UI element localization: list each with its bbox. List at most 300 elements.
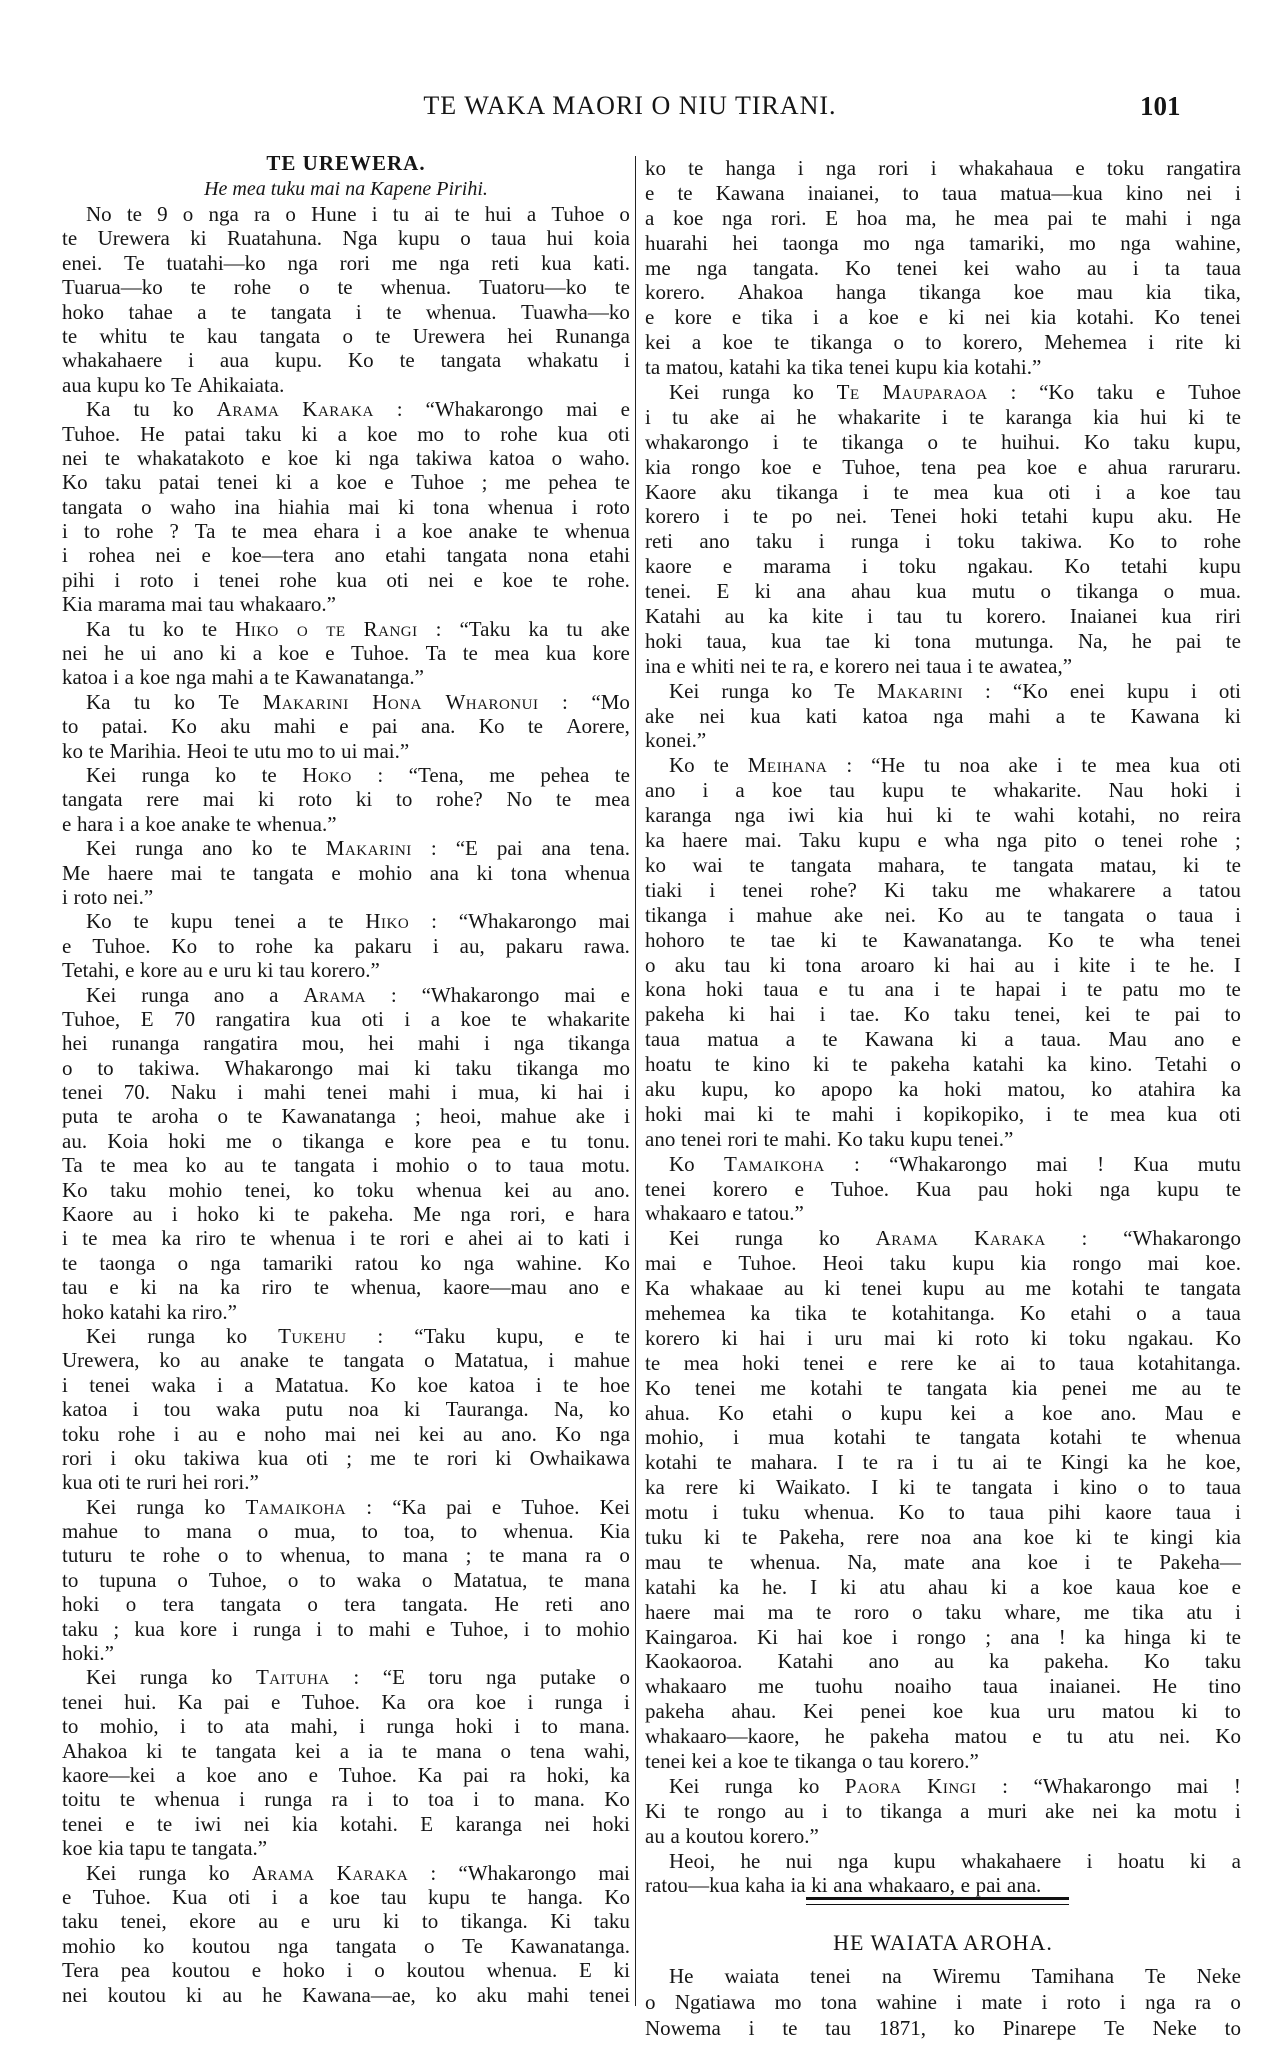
- text-line: [62, 324, 630, 348]
- word: hai: [797, 1624, 823, 1649]
- word: ke: [956, 1350, 977, 1375]
- word: mohio: [395, 1153, 450, 1178]
- word: pihi: [62, 567, 95, 592]
- word: atahira: [1138, 1076, 1196, 1101]
- word: Tuhoe,: [450, 1616, 509, 1641]
- word: hai: [769, 1002, 796, 1027]
- word: kino: [1125, 180, 1164, 205]
- word: te: [614, 1323, 630, 1348]
- word: nga: [825, 156, 857, 180]
- word: Katahi: [645, 604, 701, 629]
- word: i: [867, 604, 873, 629]
- word: e: [1032, 1724, 1042, 1749]
- word: na: [178, 1275, 199, 1300]
- word: rori: [62, 1445, 93, 1470]
- word: e: [384, 470, 394, 495]
- word: koe: [145, 811, 176, 836]
- word: i: [930, 156, 937, 180]
- word: a: [785, 1027, 796, 1052]
- word: te: [548, 1567, 564, 1592]
- word: Ko: [718, 1400, 744, 1425]
- text-line: [62, 1031, 630, 1055]
- word: etahi: [385, 543, 427, 568]
- word: mea: [262, 519, 298, 544]
- word: ki: [140, 1275, 157, 1300]
- text-line: [645, 1724, 1241, 1749]
- word: 70: [174, 1006, 196, 1031]
- word: :: [430, 836, 437, 861]
- word: ki: [414, 1055, 431, 1080]
- word: te: [1081, 753, 1097, 778]
- word: i: [925, 529, 932, 554]
- word: kei: [963, 255, 990, 280]
- word: nga: [463, 1250, 494, 1275]
- word: taua: [982, 1674, 1018, 1699]
- word: e: [1231, 1574, 1241, 1599]
- word: ki: [146, 1738, 163, 1763]
- word: hoki: [168, 1128, 206, 1153]
- word: Neke: [1196, 1964, 1241, 1988]
- word: e: [521, 1128, 531, 1153]
- word: i: [891, 1624, 898, 1649]
- word: nga: [208, 202, 239, 226]
- word: ki: [398, 494, 415, 519]
- word: Ko: [1154, 305, 1180, 330]
- word: runga: [724, 1773, 773, 1798]
- word: ;: [1235, 828, 1241, 853]
- word: kupu: [1198, 554, 1241, 579]
- word: te: [862, 1450, 878, 1475]
- word: te: [887, 1375, 903, 1400]
- word: aroha: [151, 1104, 199, 1129]
- word: o: [841, 1400, 852, 1425]
- word: wahi: [1013, 803, 1055, 828]
- word: kore: [140, 958, 178, 983]
- word: i: [217, 1372, 223, 1397]
- word: “Taku: [414, 1323, 466, 1348]
- text-line: [645, 1226, 1241, 1251]
- word: te: [978, 653, 994, 678]
- word: rohe: [117, 1421, 156, 1446]
- text-line: [62, 1763, 630, 1787]
- word: ka: [1085, 1624, 1105, 1649]
- word: te: [555, 787, 572, 812]
- word: i: [624, 1080, 630, 1105]
- word: te: [413, 1445, 429, 1470]
- word: mahue: [756, 902, 813, 927]
- word: Naku: [170, 1080, 217, 1105]
- word: reti: [491, 250, 520, 275]
- word: katahi: [109, 1299, 161, 1324]
- word: e: [565, 1202, 575, 1227]
- word: kino: [1079, 1475, 1118, 1500]
- text-line: [645, 1102, 1241, 1127]
- word: pakaru: [505, 933, 563, 958]
- word: tenei: [62, 1811, 103, 1836]
- word: hui: [1140, 404, 1167, 429]
- word: He: [1152, 1674, 1177, 1699]
- word: ki: [811, 1873, 828, 1898]
- word: mutu: [971, 579, 1016, 604]
- word: ki: [257, 958, 274, 983]
- word: Tauranga.: [445, 1397, 529, 1422]
- page-number: 101: [1140, 91, 1181, 121]
- word: whakatakoto: [136, 445, 245, 470]
- word: to: [395, 787, 413, 812]
- word: hanga: [836, 280, 887, 305]
- word: a: [309, 470, 319, 495]
- word: toku: [957, 529, 995, 554]
- word: Matatua,: [453, 1567, 528, 1592]
- word: :: [1010, 380, 1017, 405]
- word: Ka: [86, 616, 111, 641]
- word: o: [912, 1599, 923, 1624]
- word: i: [193, 567, 200, 592]
- word: e: [308, 1763, 318, 1787]
- word: te: [1134, 1002, 1151, 1027]
- word: mahi: [527, 1982, 570, 2007]
- word: nei: [1186, 180, 1212, 205]
- word: mai: [324, 1421, 357, 1446]
- word: te: [688, 156, 704, 180]
- word: Ko: [1047, 927, 1074, 952]
- word: i: [1053, 952, 1060, 977]
- word: Tuhoe,: [208, 1567, 267, 1592]
- word: taku: [105, 470, 142, 495]
- word: tatou.”: [747, 1201, 804, 1226]
- word: te: [713, 753, 729, 778]
- word: hoki: [62, 1592, 100, 1617]
- word: o: [287, 1567, 299, 1592]
- word: nei: [62, 1982, 88, 2007]
- word: koe: [475, 1689, 506, 1714]
- word: ra: [253, 202, 271, 226]
- word: a: [337, 421, 347, 446]
- word: tenei: [1200, 927, 1241, 952]
- speaker-name: Makarini: [262, 689, 349, 714]
- word: roto: [139, 567, 174, 592]
- word: te: [462, 641, 478, 666]
- word: ana: [541, 836, 571, 861]
- word: karanga: [1005, 404, 1072, 429]
- word: wahine.: [516, 1250, 583, 1275]
- word: toitu: [62, 1787, 101, 1812]
- word: me: [489, 762, 515, 787]
- word: i: [1056, 753, 1063, 778]
- word: ina: [234, 494, 260, 519]
- word: pea: [471, 1128, 501, 1153]
- word: Tuhoe.: [338, 1763, 397, 1787]
- word: ra: [331, 1787, 348, 1812]
- word: mo: [774, 1990, 802, 2014]
- word: nga: [1145, 1990, 1176, 2014]
- word: taku: [868, 1126, 905, 1151]
- word: tu: [550, 1128, 568, 1153]
- word: te: [308, 1348, 324, 1373]
- word: i: [349, 1226, 356, 1251]
- word: tuku: [742, 1500, 780, 1525]
- word: a: [259, 665, 269, 690]
- word: i: [702, 778, 709, 803]
- word: no: [1158, 803, 1180, 828]
- word: koe: [1042, 1400, 1073, 1425]
- word: i: [239, 1787, 245, 1812]
- word: mai: [645, 1251, 677, 1276]
- word: ko: [792, 380, 814, 405]
- word: reira: [1202, 803, 1241, 828]
- word: rohe: [1203, 529, 1241, 554]
- word: puta: [62, 1104, 99, 1129]
- word: whakaaro—kaore,: [645, 1724, 800, 1749]
- word: koe: [139, 665, 170, 690]
- word: Ko: [604, 1250, 630, 1275]
- word: koutou: [685, 1823, 744, 1848]
- text-line: [645, 1052, 1241, 1077]
- word: Tuhoe.: [350, 641, 410, 666]
- word: anake: [181, 811, 231, 836]
- word: tuku: [645, 1524, 683, 1549]
- word: te: [157, 1811, 173, 1836]
- paragraph: [62, 763, 630, 836]
- word: i: [188, 348, 194, 373]
- word: i: [514, 1714, 521, 1739]
- text-line: [645, 256, 1241, 281]
- word: ki: [258, 1202, 275, 1227]
- word: oti: [1218, 1101, 1241, 1126]
- word: i: [372, 1153, 379, 1178]
- word: ano.: [594, 1177, 630, 1202]
- text-line: [645, 828, 1241, 853]
- word: runga: [147, 1323, 196, 1348]
- word: kua: [989, 1699, 1021, 1724]
- word: Tuhoe.: [92, 933, 151, 958]
- word: “Ko: [1039, 380, 1075, 405]
- word: pea: [976, 454, 1006, 479]
- word: i: [173, 1421, 180, 1446]
- word: e: [325, 641, 335, 666]
- word: Tuhoe: [551, 202, 605, 226]
- word: putu: [285, 1397, 324, 1422]
- word: i: [624, 1226, 630, 1251]
- word: ki: [301, 421, 318, 446]
- word: rohe: [500, 421, 538, 446]
- word: o: [217, 1543, 229, 1568]
- word: te: [201, 616, 218, 641]
- word: hohoro: [645, 927, 705, 952]
- word: mea: [594, 787, 630, 812]
- word: aku: [645, 1076, 676, 1101]
- word: Ta: [425, 641, 447, 666]
- word: nei.: [836, 504, 868, 529]
- word: te: [133, 909, 149, 934]
- word: Waikato.: [775, 1475, 851, 1500]
- word: taku: [62, 1616, 99, 1641]
- word: ka: [220, 1275, 240, 1300]
- word: mai: [170, 860, 203, 885]
- word: te: [645, 1350, 661, 1375]
- word: te: [614, 470, 630, 495]
- word: mohio: [168, 1177, 223, 1202]
- word: ka: [1127, 1450, 1148, 1475]
- word: mo: [286, 738, 314, 763]
- word: whenua.: [425, 299, 497, 324]
- word: mutu: [1197, 1151, 1241, 1176]
- word: nga: [175, 665, 206, 690]
- word: iwi: [787, 803, 815, 828]
- word: Te: [834, 678, 855, 703]
- word: ia: [790, 1873, 806, 1898]
- word: tangata: [1180, 1276, 1241, 1301]
- word: kua: [336, 567, 367, 592]
- word: katoa: [62, 665, 108, 690]
- word: kati.: [593, 250, 630, 275]
- word: ano: [202, 836, 233, 861]
- word: toku: [898, 554, 937, 579]
- word: tau: [1215, 479, 1241, 504]
- word: ki: [1224, 703, 1241, 728]
- word: ahei: [468, 1226, 504, 1251]
- word: pai: [446, 1494, 472, 1519]
- word: ki: [476, 860, 494, 885]
- word: ko: [1091, 1076, 1113, 1101]
- word: rori: [727, 1126, 758, 1151]
- word: kua: [1169, 753, 1200, 778]
- word: te: [171, 1836, 187, 1861]
- word: tu: [957, 1450, 974, 1475]
- word: hei: [507, 323, 533, 348]
- word: to: [495, 1153, 512, 1178]
- word: te: [1087, 977, 1103, 1002]
- word: na: [881, 1964, 902, 1988]
- text-line: [62, 568, 630, 592]
- word: kua: [770, 628, 802, 653]
- word: kotahi.”: [974, 355, 1042, 380]
- word: Kaingaroa.: [645, 1624, 738, 1649]
- word: matua: [707, 1027, 759, 1052]
- word: korero: [645, 1325, 700, 1350]
- word: ngakau.: [967, 554, 1034, 579]
- word: au: [1181, 1375, 1202, 1400]
- word: rori.”: [213, 1470, 259, 1495]
- word: o: [299, 275, 310, 300]
- word: a: [430, 1006, 441, 1031]
- text-line: [62, 422, 630, 446]
- text-line: [62, 1129, 630, 1153]
- word: kua: [750, 703, 781, 728]
- word: ka: [166, 1299, 187, 1324]
- word: tenei.: [645, 579, 692, 604]
- word: ruri: [146, 1470, 177, 1495]
- word: rere: [866, 1524, 900, 1549]
- article-body-right: [645, 156, 1241, 1898]
- word: i: [1190, 678, 1197, 703]
- word: !: [1233, 1773, 1241, 1798]
- word: e: [731, 305, 742, 330]
- word: runga: [141, 982, 190, 1007]
- text-line: [62, 348, 630, 372]
- word: nga: [599, 1421, 630, 1446]
- word: nei: [374, 1421, 401, 1446]
- word: te: [862, 927, 878, 952]
- text-line: [62, 1324, 630, 1348]
- word: Ko: [669, 753, 695, 778]
- word: kino.: [1089, 1052, 1133, 1077]
- word: katahi: [729, 355, 781, 380]
- word: kua: [134, 1616, 165, 1641]
- word: te: [527, 714, 543, 739]
- word: ana: [1010, 1624, 1040, 1649]
- word: i: [1235, 1798, 1241, 1823]
- word: i: [375, 519, 381, 544]
- word: I: [810, 1574, 818, 1599]
- text-line: [645, 455, 1241, 480]
- word: uru: [834, 1325, 863, 1350]
- word: ki: [960, 1027, 978, 1052]
- word: au: [132, 1202, 153, 1227]
- word: whakaaro,: [868, 1873, 955, 1898]
- speaker-name: Hoko: [302, 762, 352, 787]
- text-line: [645, 753, 1241, 778]
- paragraph: [62, 690, 630, 763]
- word: ko: [774, 1076, 796, 1101]
- word: te: [1154, 952, 1171, 977]
- text-line: [62, 1056, 630, 1080]
- word: e: [208, 958, 218, 983]
- word: ;: [346, 1445, 353, 1470]
- word: ki: [403, 1397, 421, 1422]
- word: tau: [381, 1884, 407, 1909]
- word: ki: [1181, 1699, 1198, 1724]
- text-line: [62, 617, 630, 641]
- word: te: [1026, 1450, 1042, 1475]
- word: runga: [386, 1714, 435, 1739]
- text-line: [645, 1774, 1241, 1799]
- word: mai: [171, 592, 203, 617]
- word: i: [62, 1372, 68, 1397]
- word: kore: [179, 1616, 218, 1641]
- word: hoki,: [546, 1763, 590, 1787]
- article-title: TE UREWERA.: [266, 151, 426, 175]
- word: a: [244, 1372, 254, 1397]
- word: kia: [1030, 305, 1057, 330]
- word: taua: [1205, 1475, 1241, 1500]
- text-line: [62, 836, 630, 860]
- text-line: [645, 380, 1241, 405]
- word: e: [819, 653, 829, 678]
- word: e: [384, 1128, 394, 1153]
- word: kei: [950, 1400, 977, 1425]
- word: Me: [412, 1202, 441, 1227]
- word: me: [225, 1128, 252, 1153]
- text-line: [62, 495, 630, 519]
- word: apopo: [821, 1076, 873, 1101]
- word: Ko: [1215, 1724, 1241, 1749]
- text-line: [62, 1178, 630, 1202]
- word: kati: [805, 703, 838, 728]
- word: e: [331, 860, 341, 885]
- word: te: [375, 323, 391, 348]
- word: pakeha: [645, 1699, 705, 1724]
- word: :: [377, 1323, 384, 1348]
- word: o: [342, 323, 354, 348]
- word: kupu: [922, 1276, 965, 1301]
- word: kaha: [745, 1873, 785, 1898]
- word: koutou: [107, 1982, 167, 2007]
- word: kia: [942, 355, 969, 380]
- word: tangata.”: [191, 1836, 268, 1861]
- text-line: [62, 1007, 630, 1031]
- word: tikanga: [516, 1055, 579, 1080]
